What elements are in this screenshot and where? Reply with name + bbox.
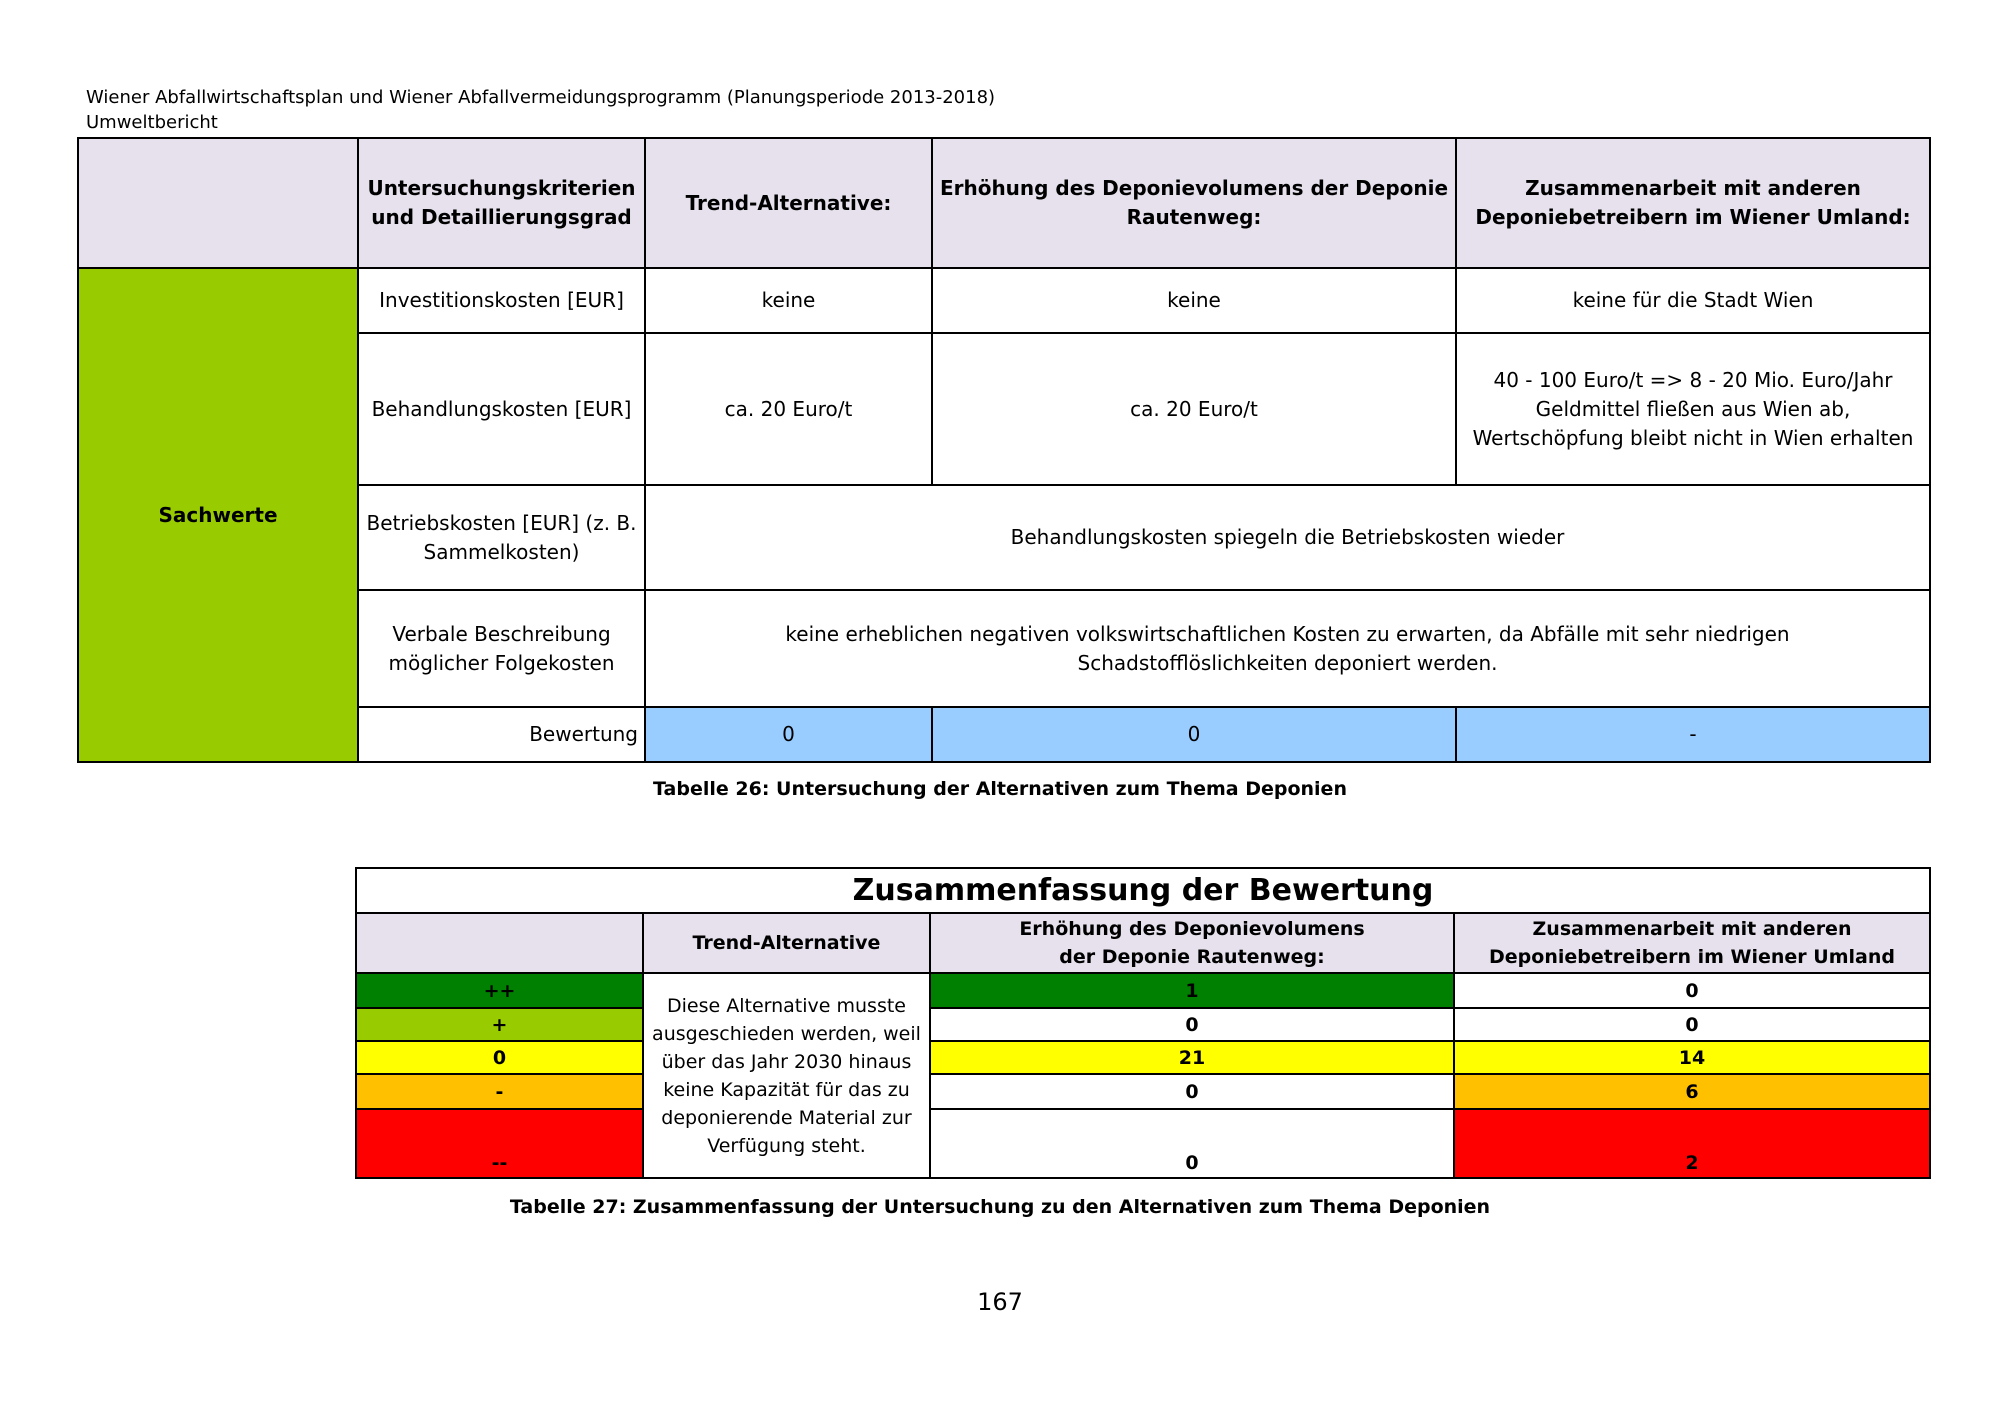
summary-table: [355, 867, 1931, 1179]
header-zusammenarbeit: Zusammenarbeit mit anderen Deponiebetreibern im Wiener Umland:: [1456, 138, 1930, 268]
summary-row: [356, 1041, 1930, 1074]
score-label: ++: [356, 973, 643, 1008]
summary-row: [356, 1109, 1930, 1178]
count-zusammenarbeit: 14: [1454, 1041, 1930, 1074]
trend-note: Diese Alternative musste ausgeschieden werden, weil über das Jahr 2030 hinaus keine Kapazität für das zu deponierende Material zur Verfügung steht.: [643, 973, 930, 1178]
cell-line: Geldmittel fließen aus Wien ab,: [1535, 396, 1851, 421]
count-zusammenarbeit: 0: [1454, 1008, 1930, 1041]
score-label: --: [356, 1109, 643, 1178]
header-erhoehung: Erhöhung des Deponievolumens der Deponie Rautenweg:: [932, 138, 1456, 268]
cell-erhoehung: keine: [932, 268, 1456, 333]
header-title: Wiener Abfallwirtschaftsplan und Wiener Abfallvermeidungsprogramm (Planungsperiode 2013-2018): [86, 87, 996, 108]
count-erhoehung: 0: [930, 1008, 1454, 1041]
header-erhoehung: [930, 913, 1454, 973]
table-row: [78, 268, 1930, 333]
count-zusammenarbeit: 0: [1454, 973, 1930, 1008]
row-label: Bewertung: [358, 707, 645, 762]
rating-erhoehung: 0: [932, 707, 1456, 762]
count-zusammenarbeit: 6: [1454, 1074, 1930, 1109]
rating-zusammenarbeit: -: [1456, 707, 1930, 762]
cell-trend: keine: [645, 268, 932, 333]
cell-line: 40 - 100 Euro/t => 8 - 20 Mio. Euro/Jahr: [1493, 367, 1893, 392]
count-zusammenarbeit: 2: [1454, 1109, 1930, 1178]
count-erhoehung: 21: [930, 1041, 1454, 1074]
row-label: Behandlungskosten [EUR]: [358, 333, 645, 485]
page-number: 167: [977, 1288, 1023, 1316]
table-caption: Tabelle 27: Zusammenfassung der Untersuchung zu den Alternativen zum Thema Deponien: [509, 1196, 1491, 1218]
header-criteria: Untersuchungskriterien und Detaillierungsgrad: [358, 138, 645, 268]
header-trend: Trend-Alternative:: [645, 138, 932, 268]
header-subtitle: Umweltbericht: [86, 112, 218, 133]
cell-line: Wertschöpfung bleibt nicht in Wien erhalten: [1472, 425, 1914, 450]
cell-erhoehung: ca. 20 Euro/t: [932, 333, 1456, 485]
summary-row: [356, 973, 1930, 1008]
score-label: 0: [356, 1041, 643, 1074]
row-label: Verbale Beschreibung möglicher Folgekosten: [358, 590, 645, 707]
row-label: Investitionskosten [EUR]: [358, 268, 645, 333]
cell-trend: ca. 20 Euro/t: [645, 333, 932, 485]
row-label: Betriebskosten [EUR] (z. B. Sammelkosten): [358, 485, 645, 590]
header-line: Erhöhung des Deponievolumens: [1019, 918, 1365, 940]
count-erhoehung: 0: [930, 1074, 1454, 1109]
summary-header-row: [356, 913, 1930, 973]
merged-cell: keine erheblichen negativen volkswirtschaftlichen Kosten zu erwarten, da Abfälle mit sehr niedrigen Schadstofflöslichkeiten deponiert werden.: [645, 590, 1930, 707]
cell-zusammenarbeit: [1456, 333, 1930, 485]
header-line: Deponiebetreibern im Wiener Umland: [1489, 946, 1895, 968]
cell-zusammenarbeit: keine für die Stadt Wien: [1456, 268, 1930, 333]
summary-row: [356, 1074, 1930, 1109]
header-empty-cell: [356, 913, 643, 973]
header-line: Zusammenarbeit mit anderen: [1532, 918, 1852, 940]
table-header-row: [78, 138, 1930, 268]
score-label: -: [356, 1074, 643, 1109]
count-erhoehung: 1: [930, 973, 1454, 1008]
header-line: der Deponie Rautenweg:: [1059, 946, 1325, 968]
header-zusammenarbeit: [1454, 913, 1930, 973]
alternatives-table: [77, 137, 1931, 763]
merged-cell: Behandlungskosten spiegeln die Betriebskosten wieder: [645, 485, 1930, 590]
summary-title-row: [356, 868, 1930, 913]
score-label: +: [356, 1008, 643, 1041]
table-caption: Tabelle 26: Untersuchung der Alternativen zum Thema Deponien: [653, 778, 1347, 800]
rating-trend: 0: [645, 707, 932, 762]
header-empty-cell: [78, 138, 358, 268]
category-cell: Sachwerte: [78, 268, 358, 762]
header-trend: Trend-Alternative: [643, 913, 930, 973]
summary-row: [356, 1008, 1930, 1041]
count-erhoehung: 0: [930, 1109, 1454, 1178]
summary-title: Zusammenfassung der Bewertung: [356, 868, 1930, 913]
